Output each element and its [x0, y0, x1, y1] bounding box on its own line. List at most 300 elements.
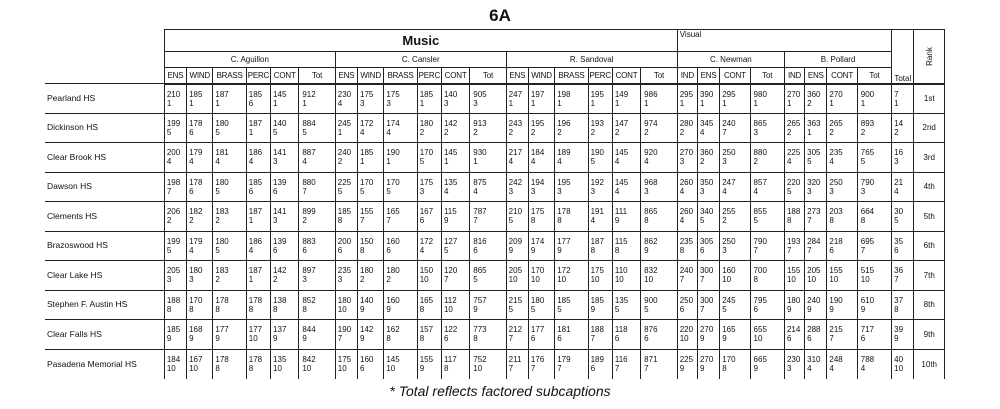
- score-rank: 2: [590, 127, 596, 137]
- score-rank: 10: [337, 364, 347, 373]
- school-name: Brazoswood HS: [45, 231, 164, 261]
- score-cell: [805, 261, 827, 291]
- score-rank: 9: [699, 364, 705, 373]
- score-rank: 8: [419, 334, 425, 344]
- score-cell: [164, 320, 186, 350]
- score-value: 212: [508, 325, 523, 335]
- judge-total-value: 700: [753, 266, 767, 276]
- judge-total-cell: [470, 320, 506, 350]
- score-rank: 2: [273, 275, 278, 285]
- score-rank: 10: [248, 334, 258, 344]
- score-value: 206: [166, 207, 181, 217]
- score-rank: 5: [386, 186, 391, 196]
- score-cell: [720, 113, 750, 143]
- score-rank: 1: [248, 275, 254, 285]
- score-cell: [417, 113, 441, 143]
- score-value: 190: [337, 325, 352, 335]
- score-cell: [271, 261, 299, 291]
- score-value: 160: [722, 266, 736, 276]
- score-cell: [612, 172, 640, 202]
- judge-total-value: 857: [753, 177, 767, 187]
- judge-total-value: 876: [644, 325, 658, 335]
- score-value: 110: [614, 266, 628, 276]
- score-cell: [384, 172, 417, 202]
- score-cell: [555, 113, 588, 143]
- judge-total-rank: 4: [473, 186, 478, 196]
- overall-total-cell: [892, 172, 914, 202]
- tot-header: Tot: [470, 68, 506, 84]
- judge-total-rank: 8: [753, 275, 758, 285]
- score-rank: 10: [443, 304, 453, 314]
- score-cell: [677, 172, 697, 202]
- overall-total-value: 35: [894, 236, 904, 246]
- overall-total-value: 36: [894, 266, 904, 276]
- score-rank: 8: [443, 364, 449, 373]
- score-value: 230: [786, 355, 801, 364]
- judge-total-rank: 9: [753, 364, 758, 373]
- table-row: [45, 202, 945, 232]
- judge-total-cell: [857, 113, 891, 143]
- score-value: 211: [508, 355, 522, 364]
- score-cell: [187, 84, 213, 114]
- score-cell: [335, 349, 357, 379]
- score-cell: [506, 320, 528, 350]
- school-name: Pasadena Memorial HS: [45, 349, 164, 379]
- score-cell: [384, 143, 417, 173]
- score-cell: [612, 231, 640, 261]
- judge-total-value: 862: [644, 236, 658, 246]
- score-rank: 6: [273, 245, 278, 255]
- score-value: 141: [273, 207, 287, 217]
- judge-total-cell: [750, 84, 784, 114]
- score-value: 284: [807, 236, 821, 246]
- score-cell: [164, 231, 186, 261]
- score-cell: [187, 290, 213, 320]
- score-rank: 8: [590, 245, 596, 255]
- score-cell: [805, 172, 827, 202]
- score-value: 170: [419, 148, 434, 158]
- footnote: * Total reflects factored subcaptions: [389, 383, 611, 399]
- total-header-spacer: [892, 30, 914, 84]
- score-cell: [784, 84, 804, 114]
- score-cell: [827, 320, 857, 350]
- score-rank: 7: [530, 364, 536, 373]
- score-cell: [164, 290, 186, 320]
- score-rank: 1: [530, 98, 536, 108]
- score-cell: [588, 202, 612, 232]
- score-cell: [271, 320, 299, 350]
- score-rank: 5: [722, 304, 727, 314]
- judge-total-rank: 2: [753, 157, 758, 167]
- score-cell: [588, 231, 612, 261]
- judge-name: C. Aguillon: [164, 52, 335, 68]
- score-cell: [805, 202, 827, 232]
- score-value: 183: [215, 266, 229, 276]
- score-rank: 1: [590, 98, 596, 108]
- judge-total-value: 665: [753, 355, 767, 364]
- judge-total-value: 900: [644, 295, 658, 305]
- score-cell: [697, 113, 719, 143]
- table-row: [45, 113, 945, 143]
- score-value: 390: [699, 89, 714, 99]
- score-value: 305: [699, 236, 714, 246]
- overall-total-rank: 7: [894, 275, 899, 285]
- school-name: Clear Brook HS: [45, 143, 164, 173]
- judge-total-rank: 7: [302, 186, 307, 196]
- score-rank: 5: [166, 127, 172, 137]
- score-cell: [555, 290, 588, 320]
- judge-total-value: 899: [302, 207, 316, 217]
- score-value: 187: [248, 118, 263, 128]
- score-cell: [384, 290, 417, 320]
- overall-total-value: 37: [894, 295, 904, 305]
- score-cell: [827, 290, 857, 320]
- judge-total-value: 980: [753, 89, 767, 99]
- judge-total-value: 790: [860, 177, 875, 187]
- score-rank: 1: [679, 98, 685, 108]
- score-cell: [164, 172, 186, 202]
- score-rank: 3: [337, 275, 343, 285]
- score-rank: 10: [807, 275, 817, 285]
- score-value: 145: [273, 89, 287, 99]
- judge-total-rank: 1: [753, 98, 758, 108]
- score-cell: [612, 84, 640, 114]
- score-value: 178: [189, 118, 203, 128]
- score-value: 185: [557, 295, 571, 305]
- score-cell: [417, 143, 441, 173]
- score-rank: 10: [386, 364, 396, 373]
- overall-total-cell: [892, 320, 914, 350]
- score-rank: 6: [786, 334, 792, 344]
- judge-total-cell: [641, 113, 678, 143]
- subcaption-header: ENS: [335, 68, 357, 84]
- judge-total-rank: 6: [860, 334, 866, 344]
- score-cell: [784, 290, 804, 320]
- score-rank: 3: [557, 186, 562, 196]
- judge-total-value: 912: [302, 89, 316, 99]
- score-rank: 4: [699, 127, 705, 137]
- score-value: 140: [443, 89, 458, 99]
- score-rank: 1: [807, 127, 812, 137]
- score-cell: [358, 172, 384, 202]
- score-rank: 9: [807, 304, 812, 314]
- score-value: 141: [273, 148, 287, 158]
- score-value: 181: [557, 325, 571, 335]
- score-cell: [827, 261, 857, 291]
- judge-total-cell: [857, 84, 891, 114]
- score-value: 181: [215, 148, 229, 158]
- score-cell: [588, 143, 612, 173]
- judge-total-cell: [299, 320, 335, 350]
- score-value: 168: [189, 325, 203, 335]
- score-value: 260: [679, 207, 694, 217]
- score-cell: [417, 172, 441, 202]
- score-rank: 2: [699, 157, 705, 167]
- school-name: Pearland HS: [45, 84, 164, 114]
- judge-total-cell: [299, 113, 335, 143]
- score-rank: 4: [829, 364, 834, 373]
- judge-total-rank: 1: [473, 157, 478, 167]
- judge-total-cell: [750, 261, 784, 291]
- score-cell: [506, 349, 528, 379]
- score-value: 280: [679, 118, 694, 128]
- score-rank: 5: [273, 127, 278, 137]
- judge-total-value: 897: [302, 266, 316, 276]
- score-value: 178: [248, 295, 263, 305]
- judge-total-value: 790: [753, 236, 767, 246]
- judge-total-cell: [641, 290, 678, 320]
- score-value: 350: [699, 177, 714, 187]
- score-rank: 8: [722, 364, 727, 373]
- score-value: 175: [360, 89, 374, 99]
- score-rank: 10: [530, 275, 540, 285]
- score-cell: [588, 349, 612, 379]
- judge-total-value: 773: [473, 325, 487, 335]
- score-value: 179: [189, 148, 203, 158]
- judge-total-rank: 1: [644, 98, 649, 108]
- judge-total-cell: [641, 261, 678, 291]
- score-cell: [588, 320, 612, 350]
- score-rank: 4: [786, 157, 792, 167]
- score-rank: 9: [557, 245, 562, 255]
- score-rank: 5: [419, 157, 425, 167]
- judge-total-value: 757: [473, 295, 487, 305]
- score-rank: 1: [386, 157, 391, 167]
- score-rank: 6: [679, 304, 685, 314]
- score-value: 178: [189, 177, 203, 187]
- score-rank: 10: [722, 275, 732, 285]
- score-rank: 2: [807, 98, 812, 108]
- score-cell: [784, 143, 804, 173]
- score-rank: 6: [248, 186, 254, 196]
- judge-total-cell: [857, 290, 891, 320]
- score-rank: 9: [614, 216, 620, 226]
- score-value: 295: [722, 89, 736, 99]
- judge-total-rank: 8: [302, 304, 307, 314]
- score-rank: 3: [722, 245, 727, 255]
- score-cell: [506, 231, 528, 261]
- score-rank: 8: [786, 216, 792, 226]
- score-cell: [271, 231, 299, 261]
- score-value: 174: [386, 118, 400, 128]
- judge-total-cell: [470, 113, 506, 143]
- score-rank: 10: [419, 275, 429, 285]
- score-cell: [506, 261, 528, 291]
- judge-total-value: 900: [860, 89, 875, 99]
- score-value: 170: [722, 355, 736, 364]
- final-rank: 10th: [914, 349, 945, 379]
- score-cell: [384, 84, 417, 114]
- score-rank: 10: [590, 275, 600, 285]
- score-value: 193: [590, 118, 604, 128]
- score-value: 165: [722, 325, 736, 335]
- score-value: 240: [337, 148, 352, 158]
- school-name: Clear Lake HS: [45, 261, 164, 291]
- score-rank: 2: [215, 216, 220, 226]
- score-value: 180: [215, 177, 229, 187]
- judge-total-cell: [470, 143, 506, 173]
- score-rank: 7: [590, 334, 596, 344]
- score-rank: 6: [419, 216, 425, 226]
- score-cell: [187, 261, 213, 291]
- score-cell: [555, 231, 588, 261]
- score-value: 288: [807, 325, 821, 335]
- score-cell: [213, 172, 246, 202]
- score-rank: 2: [189, 216, 194, 226]
- score-cell: [677, 349, 697, 379]
- score-rank: 9: [189, 334, 194, 344]
- judge-total-value: 880: [753, 148, 767, 158]
- score-value: 157: [419, 325, 434, 335]
- judge-total-rank: 5: [302, 127, 307, 137]
- judge-total-cell: [641, 84, 678, 114]
- score-cell: [784, 349, 804, 379]
- score-cell: [441, 320, 469, 350]
- score-value: 140: [273, 118, 287, 128]
- score-cell: [384, 113, 417, 143]
- judge-total-value: 844: [302, 325, 316, 335]
- score-rank: 7: [829, 334, 834, 344]
- score-rank: 7: [679, 275, 685, 285]
- score-cell: [246, 320, 270, 350]
- judge-total-rank: 1: [302, 98, 307, 108]
- score-rank: 1: [614, 98, 620, 108]
- score-cell: [164, 202, 186, 232]
- score-value: 162: [386, 325, 400, 335]
- score-rank: 5: [590, 157, 596, 167]
- judge-total-cell: [857, 143, 891, 173]
- score-value: 199: [166, 236, 181, 246]
- score-cell: [528, 143, 554, 173]
- score-value: 189: [557, 148, 571, 158]
- score-cell: [246, 84, 270, 114]
- score-rank: 9: [215, 334, 220, 344]
- score-cell: [677, 202, 697, 232]
- score-table: [45, 29, 945, 379]
- score-rank: 4: [722, 186, 727, 196]
- score-value: 197: [530, 89, 545, 99]
- score-cell: [441, 290, 469, 320]
- judge-total-rank: 7: [644, 364, 649, 373]
- judge-total-rank: 6: [753, 304, 758, 314]
- score-rank: 3: [419, 186, 425, 196]
- score-cell: [805, 349, 827, 379]
- score-cell: [164, 261, 186, 291]
- judge-name: R. Sandoval: [506, 52, 677, 68]
- score-rank: 1: [215, 98, 220, 108]
- tot-header: Tot: [857, 68, 891, 84]
- score-rank: 1: [360, 157, 365, 167]
- judge-total-cell: [470, 261, 506, 291]
- score-value: 195: [557, 177, 571, 187]
- score-value: 340: [699, 207, 714, 217]
- score-value: 255: [722, 207, 736, 217]
- score-value: 167: [419, 207, 434, 217]
- score-rank: 10: [273, 364, 282, 373]
- judge-total-rank: 4: [644, 157, 649, 167]
- score-value: 185: [189, 89, 203, 99]
- overall-total-value: 7: [894, 89, 899, 99]
- score-cell: [335, 261, 357, 291]
- judge-total-cell: [641, 349, 678, 379]
- table-row: [45, 84, 945, 114]
- overall-total-cell: [892, 84, 914, 114]
- score-rank: 9: [829, 304, 834, 314]
- score-rank: 8: [215, 364, 220, 373]
- score-rank: 4: [386, 127, 391, 137]
- judge-total-value: 875: [473, 177, 487, 187]
- overall-total-rank: 5: [894, 216, 899, 226]
- final-rank: 3rd: [914, 143, 945, 173]
- score-cell: [555, 349, 588, 379]
- score-value: 135: [614, 295, 629, 305]
- score-value: 235: [337, 266, 352, 276]
- judge-total-cell: [857, 261, 891, 291]
- score-cell: [417, 290, 441, 320]
- score-value: 248: [829, 355, 843, 364]
- score-rank: 6: [337, 245, 343, 255]
- school-name: Clear Falls HS: [45, 320, 164, 350]
- score-value: 240: [807, 295, 821, 305]
- score-value: 190: [386, 148, 400, 158]
- score-rank: 1: [722, 98, 727, 108]
- score-value: 115: [443, 207, 457, 217]
- score-rank: 6: [273, 186, 278, 196]
- judge-total-value: 765: [860, 148, 875, 158]
- score-rank: 8: [215, 304, 220, 314]
- score-rank: 8: [419, 304, 425, 314]
- score-value: 174: [530, 236, 545, 246]
- score-rank: 3: [590, 186, 596, 196]
- subcaption-header: WIND: [187, 68, 213, 84]
- score-value: 155: [419, 355, 434, 364]
- score-value: 180: [215, 118, 229, 128]
- judge-total-rank: 4: [302, 157, 307, 167]
- subcaption-header: BRASS: [213, 68, 246, 84]
- subcaption-header: ENS: [805, 68, 827, 84]
- score-rank: 1: [273, 98, 278, 108]
- score-cell: [506, 172, 528, 202]
- score-value: 170: [530, 266, 545, 276]
- score-rank: 8: [360, 245, 365, 255]
- subcaption-header: CONT: [720, 68, 750, 84]
- score-cell: [506, 113, 528, 143]
- score-rank: 3: [443, 98, 449, 108]
- score-rank: 6: [443, 334, 449, 344]
- score-value: 230: [337, 89, 352, 99]
- score-value: 180: [215, 236, 229, 246]
- total-header: Total: [894, 73, 912, 83]
- score-cell: [187, 231, 213, 261]
- score-rank: 1: [699, 98, 705, 108]
- score-value: 250: [722, 236, 736, 246]
- score-rank: 3: [679, 157, 685, 167]
- judge-total-value: 752: [473, 355, 487, 364]
- table-row: [45, 261, 945, 291]
- score-cell: [827, 349, 857, 379]
- judge-total-value: 842: [302, 355, 316, 364]
- score-cell: [213, 113, 246, 143]
- score-value: 179: [189, 236, 203, 246]
- judge-total-rank: 6: [473, 245, 478, 255]
- score-cell: [187, 113, 213, 143]
- score-value: 243: [508, 118, 523, 128]
- score-cell: [246, 172, 270, 202]
- overall-total-cell: [892, 349, 914, 379]
- score-rank: 8: [189, 304, 194, 314]
- judge-total-cell: [641, 231, 678, 261]
- score-value: 139: [273, 236, 287, 246]
